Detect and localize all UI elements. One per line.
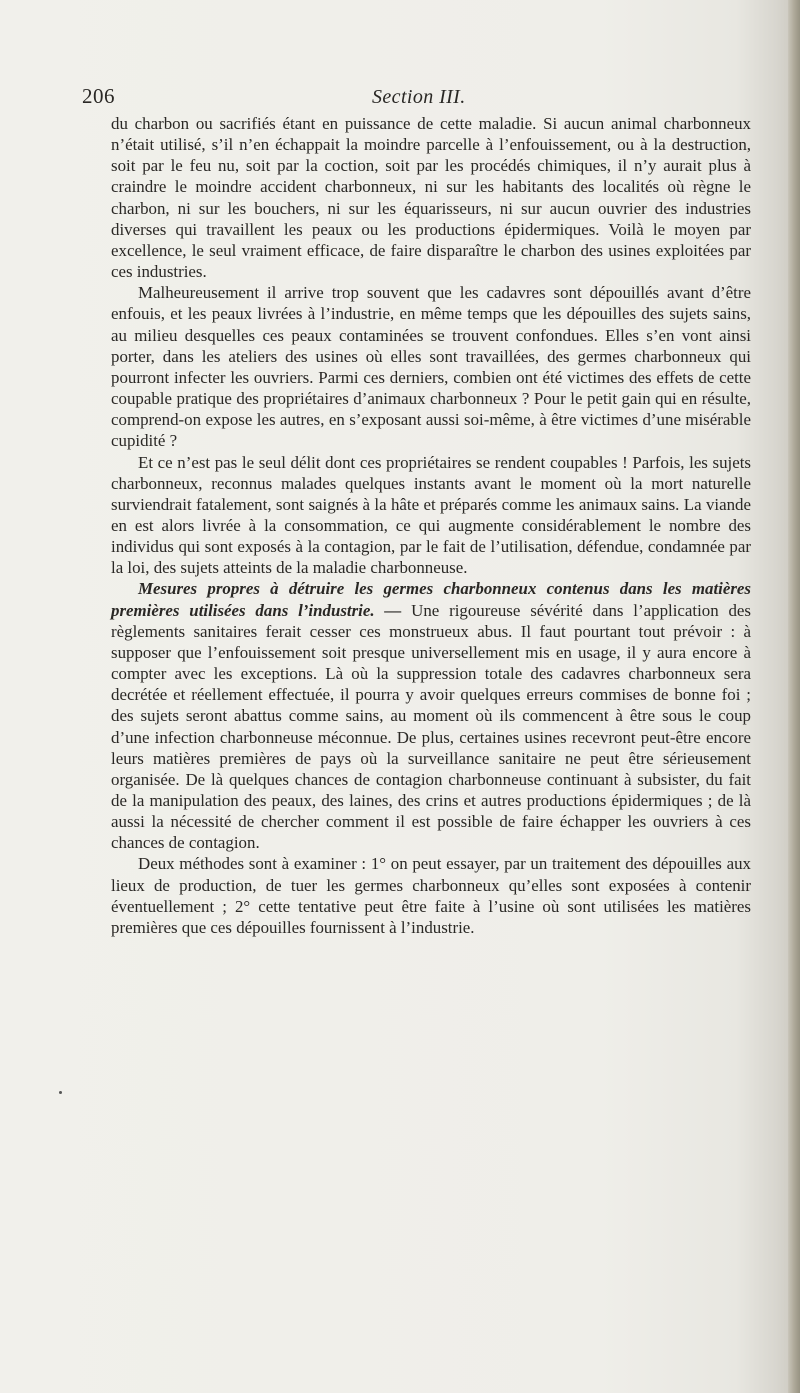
paragraph-3: Et ce n’est pas le seul délit dont ces propriétaires se rendent coupables ! Parfois, les sujets charbonneux, reconnus malades quelques instants avant le moment où la mort naturelle surviendrait fatalement, sont saignés à la hâte et préparés comme les animaux sains. La viande en est alors livrée à la consommation, ce qui augmente considérablement le nombre des individus qui sont exposés à la contagion, par le fait de l’utilisation, défendue, condamnée par la loi, des sujets atteints de la maladie charbonneuse.	[111, 452, 751, 578]
paragraph-4-text: Une rigoureuse sévérité dans l’application des règlements sanitaires ferait cesser ces monstrueux abus. Il faut pourtant tout prévoir : à supposer que l’enfouissement soit presque universellement mis en usage, il y aura encore à compter avec les exceptions. Là où la suppression totale des cadavres charbonneux sera decrétée et réellement effectuée, il pourra y avoir quelques erreurs commises de bonne foi ; des sujets seront abattus comme sains, au moment où ils commencent à être sous le coup d’une infection charbonneuse méconnue. De plus, certaines usines recevront peut-être encore leurs matières premières de pays où la surveillance sanitaire ne peut être sérieusement organisée. De là quelques chances de contagion charbonneuse continuant à subsister, du fait de la manipulation des peaux, des laines, des crins et autres productions épidermiques ; de là aussi la nécessité de chercher comment il est possible de faire échapper les ouvriers à ces chances de contagion.	[111, 600, 751, 853]
section-subheading: Mesures propres à détruire les germes charbonneux contenus dans les matières premières utilisées dans l’industrie. —	[111, 579, 751, 620]
paragraph-1: du charbon ou sacrifiés étant en puissance de cette maladie. Si aucun animal charbonneux n’était utilisé, s’il n’en échappait la moindre parcelle à l’enfouissement, ou à la destruction, soit par le feu nu, soit par la coction, soit par les procédés chimiques, il n’y aurait plus à craindre le moindre accident charbonneux, ni sur les habitants des localités où règne le charbon, ni sur les bouchers, ni sur les équarisseurs, ni sur aucun ouvrier des industries diverses qui travaillent les peaux ou les productions épidermiques. Voilà le moyen par excellence, le seul vraiment efficace, de faire disparaître le charbon des usines exploitées par ces industries.	[111, 114, 751, 282]
paragraph-5: Deux méthodes sont à examiner : 1° on peut essayer, par un traitement des dépouilles aux lieux de production, de tuer les germes charbonneux qu’elles sont exposées à contenir éventuellement ; 2° cette tentative peut être faite à l’usine où sont utilisées les matières premières que ces dépouilles fournissent à l’industrie.	[111, 854, 751, 937]
running-title: Section III.	[372, 86, 466, 108]
page-edge-shadow	[788, 0, 800, 1393]
body-text	[111, 113, 751, 938]
ink-speck	[59, 1091, 62, 1094]
paragraph-2: Malheureusement il arrive trop souvent que les cadavres sont dépouillés avant d’être enfouis, et les peaux livrées à l’industrie, en même temps que les dépouilles des sujets sains, au milieu desquelles ces peaux contaminées se trouvent confondues. Elles s’en vont ainsi porter, dans les ateliers des usines où elles sont travaillées, des germes charbonneux qui pourront infecter les ouvriers. Parmi ces derniers, combien ont été victimes des effets de cette coupable pratique des propriétaires d’animaux charbonneux ? Pour le petit gain qui en résulte, comprend-on expose les autres, en s’exposant aussi soi-même, à être victimes d’une misérable cupidité ?	[111, 283, 751, 451]
paragraph-4	[111, 578, 751, 853]
page-number: 206	[82, 84, 115, 108]
